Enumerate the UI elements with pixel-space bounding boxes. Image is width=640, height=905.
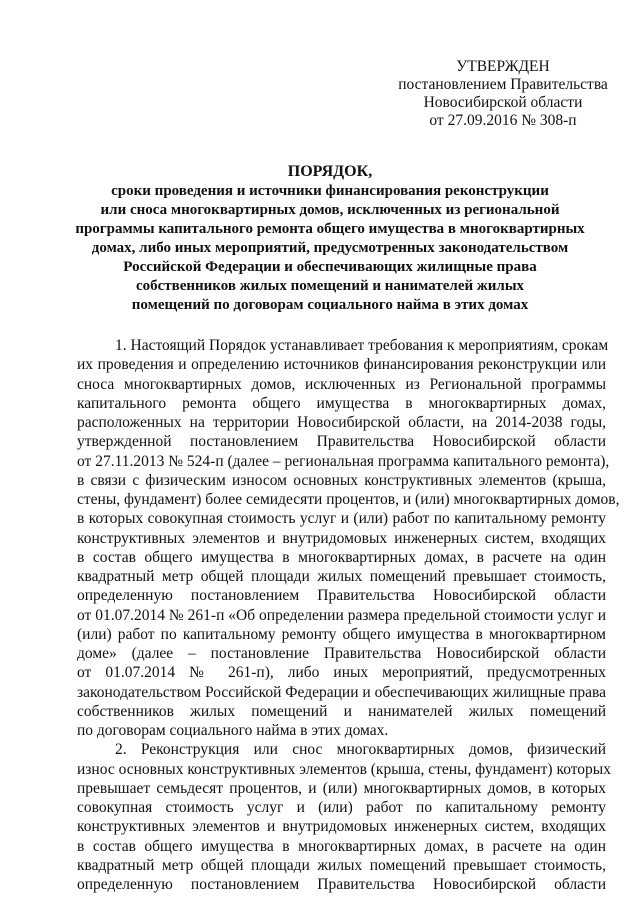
title-line: собственников жилых помещений и нанимателей жилых — [135, 278, 525, 294]
text-line: законодательством Российской Федерации и обеспечивающих жилищные права — [77, 683, 606, 701]
approval-line: Новосибирской области — [423, 94, 583, 111]
text-line: сноса многоквартирных домов, исключенных из Региональной программы — [77, 375, 606, 393]
title-main: ПОРЯДОК, — [287, 163, 373, 180]
paragraph-2 — [77, 740, 611, 894]
approval-stamp — [388, 58, 618, 130]
paragraph-1 — [77, 336, 620, 740]
title-line: программы капитального ремонта общего имущества в многоквартирных — [75, 221, 585, 237]
approval-heading: УТВЕРЖДЕН — [456, 58, 550, 75]
text-line: капитального ремонта общего имущества в многоквартирных домах, — [77, 394, 606, 412]
document-body — [77, 336, 620, 894]
approval-date-number: от 27.09.2016 № 308-п — [429, 112, 577, 129]
text-line: расположенных на территории Новосибирской области, на 2014-2038 годы, — [77, 414, 606, 431]
text-line: от 01.07.2014 № 261-п), либо иных мероприятий, предусмотренных — [77, 664, 606, 682]
text-line: определенную постановлением Правительства Новосибирской области — [77, 587, 606, 605]
text-line: совокупная стоимость услуг и (или) работ по капитальному ремонту — [77, 799, 606, 816]
document-title — [60, 162, 600, 315]
text-line: конструктивных элементов и внутридомовых инженерных систем, входящих — [77, 818, 606, 836]
title-line: или сноса многоквартирных домов, исключенных из региональной — [100, 202, 560, 218]
text-line: квадратный метр общей площади жилых помещений превышает стоимость, — [77, 856, 606, 874]
text-line: доме» (далее – постановление Правительства Новосибирской области — [77, 645, 606, 662]
text-line: квадратный метр общей площади жилых помещений превышает стоимость, — [77, 568, 606, 585]
text-line: конструктивных элементов и внутридомовых инженерных систем, входящих — [77, 529, 606, 547]
text-line: (или) работ по капитальному ремонту общего имущества в многоквартирном — [77, 625, 606, 643]
text-line: в состав общего имущества в многоквартирных домах, в расчете на один — [77, 837, 606, 855]
title-line: домах, либо иных мероприятий, предусмотренных законодательством — [91, 240, 569, 256]
text-line: в связи с физическим износом основных конструктивных элементов (крыша, — [77, 471, 606, 489]
text-line: от 01.07.2014 № 261-п «Об определении размера предельной стоимости услуг и — [77, 606, 606, 624]
text-line: утвержденной постановлением Правительства Новосибирской области — [77, 433, 606, 451]
text-line: в которых совокупная стоимость услуг и (или) работ по капитальному ремонту — [77, 510, 606, 528]
text-line: по договорам социального найма в этих домах. — [77, 722, 389, 739]
title-line: помещений по договорам социального найма в этих домах — [131, 297, 529, 313]
text-line: износ основных конструктивных элементов (крыша, стены, фундамент) которых — [77, 760, 611, 778]
text-line: превышает семьдесят процентов, и (или) многоквартирных домов, в которых — [77, 779, 606, 797]
text-line: стены, фундамент) более семидесяти процентов, и (или) многоквартирных домов, — [77, 491, 620, 508]
text-line: 2. Реконструкция или снос многоквартирных домов, физический — [115, 741, 606, 759]
text-line: от 27.11.2013 № 524-п (далее – региональная программа капитального ремонта), — [77, 452, 610, 470]
text-line: 1. Настоящий Порядок устанавливает требования к мероприятиям, срокам — [115, 337, 609, 354]
text-line: собственников жилых помещений и нанимателей жилых помещений — [77, 702, 606, 720]
text-line: в состав общего имущества в многоквартирных домах, в расчете на один — [77, 548, 606, 566]
title-line: сроки проведения и источники финансирования реконструкции — [111, 183, 549, 199]
approval-line: постановлением Правительства — [398, 76, 608, 93]
text-line: их проведения и определению источников финансирования реконструкции или — [77, 356, 606, 374]
text-line: определенную постановлением Правительства Новосибирской области — [77, 876, 606, 893]
title-line: Российской Федерации и обеспечивающих жилищные права — [123, 259, 537, 275]
